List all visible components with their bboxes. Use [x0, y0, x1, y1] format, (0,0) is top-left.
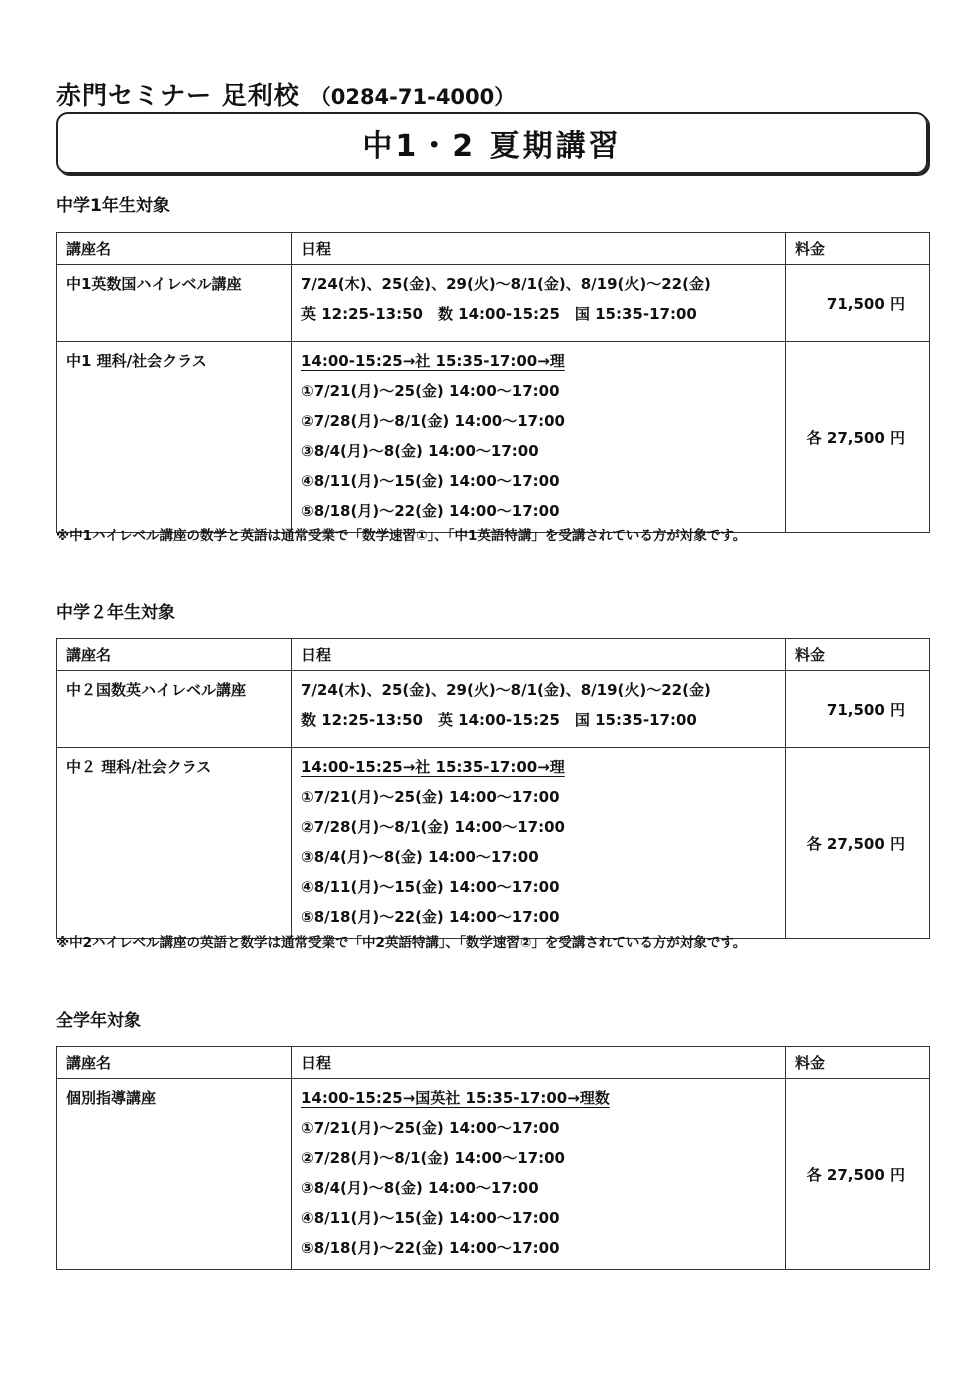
schedule-line: ③8/4(月)〜8(金) 14:00〜17:00: [301, 1179, 539, 1197]
table-header-row: [57, 1047, 930, 1079]
column-header-course: 講座名: [57, 639, 292, 671]
footnote-grade2: ※中2ハイレベル講座の英語と数学は通常受業で「中2英語特講」、「数学速習②」を受講されている方が対象です。: [56, 935, 747, 951]
schedule-line: ①7/21(月)〜25(金) 14:00〜17:00: [301, 788, 560, 806]
column-header-schedule: 日程: [292, 639, 786, 671]
section-heading-grade2: 中学２年生対象: [56, 603, 175, 623]
schedule-line: ③8/4(月)〜8(金) 14:00〜17:00: [301, 442, 539, 460]
course-table-grade1: [56, 232, 930, 533]
schedule-line: ⑤8/18(月)〜22(金) 14:00〜17:00: [301, 1239, 560, 1257]
page-title-banner: [56, 112, 928, 174]
fee-cell: 各 27,500 円: [786, 748, 930, 939]
schedule-line: 7/24(木)、25(金)、29(火)〜8/1(金)、8/19(火)〜22(金): [301, 275, 711, 293]
column-header-schedule: 日程: [292, 233, 786, 265]
schedule-cell: [292, 748, 786, 939]
table-header-row: [57, 639, 930, 671]
table-row: [57, 748, 930, 939]
course-name: 中1英数国ハイレベル講座: [57, 265, 292, 342]
fee-cell: 各 27,500 円: [786, 342, 930, 533]
course-name: 中1 理科/社会クラス: [57, 342, 292, 533]
schedule-line: [301, 346, 785, 376]
schedule-line: ③8/4(月)〜8(金) 14:00〜17:00: [301, 848, 539, 866]
time-split-line: 14:00-15:25→社 15:35-17:00→理: [301, 758, 565, 776]
schedule-cell: [292, 671, 786, 748]
schedule-line: [301, 752, 785, 782]
page-title: 中1・2 夏期講習: [362, 129, 622, 164]
column-header-schedule: 日程: [292, 1047, 786, 1079]
school-name: [56, 76, 515, 112]
schedule-line: ②7/28(月)〜8/1(金) 14:00〜17:00: [301, 412, 565, 430]
schedule-line: 数 12:25-13:50 英 14:00-15:25 国 15:35-17:00: [301, 711, 697, 729]
course-name: 中２国数英ハイレベル講座: [57, 671, 292, 748]
fee-cell: 71,500 円: [786, 265, 930, 342]
footnote-grade1: ※中1ハイレベル講座の数学と英語は通常受業で「数学速習①」、「中1英語特講」を受講されている方が対象です。: [56, 528, 747, 544]
course-name: 個別指導講座: [57, 1079, 292, 1270]
section-heading-all-grades: 全学年対象: [56, 1011, 141, 1031]
course-name: 中２ 理科/社会クラス: [57, 748, 292, 939]
column-header-fee: 料金: [786, 233, 930, 265]
school-label: 赤門セミナー 足利校: [56, 81, 300, 110]
table-row: [57, 265, 930, 342]
section-heading-grade1: 中学1年生対象: [56, 196, 170, 216]
schedule-line: ④8/11(月)〜15(金) 14:00〜17:00: [301, 1209, 560, 1227]
table-row: [57, 1079, 930, 1270]
schedule-cell: [292, 265, 786, 342]
schedule-cell: [292, 1079, 786, 1270]
schedule-line: ④8/11(月)〜15(金) 14:00〜17:00: [301, 878, 560, 896]
schedule-line: 英 12:25-13:50 数 14:00-15:25 国 15:35-17:00: [301, 305, 697, 323]
column-header-fee: 料金: [786, 639, 930, 671]
course-table-grade2: [56, 638, 930, 939]
table-row: [57, 342, 930, 533]
phone-number: （0284-71-4000）: [309, 85, 516, 109]
schedule-line: ⑤8/18(月)〜22(金) 14:00〜17:00: [301, 502, 560, 520]
schedule-line: ④8/11(月)〜15(金) 14:00〜17:00: [301, 472, 560, 490]
column-header-course: 講座名: [57, 233, 292, 265]
time-split-line: 14:00-15:25→社 15:35-17:00→理: [301, 352, 565, 370]
course-table-all-grades: [56, 1046, 930, 1270]
column-header-fee: 料金: [786, 1047, 930, 1079]
schedule-line: ①7/21(月)〜25(金) 14:00〜17:00: [301, 382, 560, 400]
fee-cell: 各 27,500 円: [786, 1079, 930, 1270]
schedule-line: ②7/28(月)〜8/1(金) 14:00〜17:00: [301, 818, 565, 836]
fee-cell: 71,500 円: [786, 671, 930, 748]
schedule-line: ②7/28(月)〜8/1(金) 14:00〜17:00: [301, 1149, 565, 1167]
schedule-line: 7/24(木)、25(金)、29(火)〜8/1(金)、8/19(火)〜22(金): [301, 681, 711, 699]
column-header-course: 講座名: [57, 1047, 292, 1079]
schedule-line: ⑤8/18(月)〜22(金) 14:00〜17:00: [301, 908, 560, 926]
table-row: [57, 671, 930, 748]
schedule-line: [301, 1083, 785, 1113]
schedule-line: ①7/21(月)〜25(金) 14:00〜17:00: [301, 1119, 560, 1137]
time-split-line: 14:00-15:25→国英社 15:35-17:00→理数: [301, 1089, 610, 1107]
schedule-cell: [292, 342, 786, 533]
table-header-row: [57, 233, 930, 265]
